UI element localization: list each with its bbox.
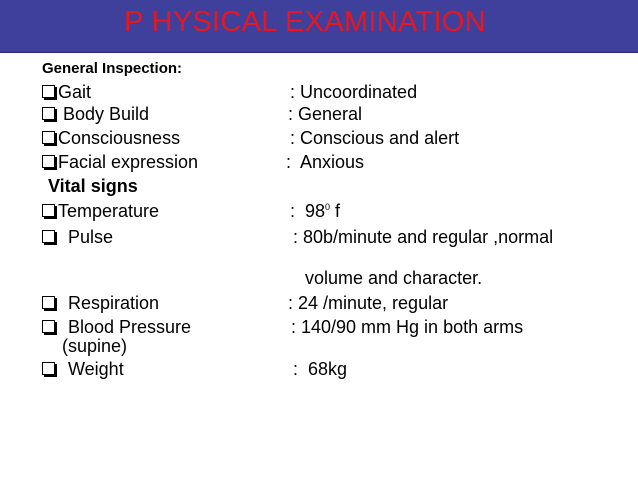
item-label: Consciousness	[58, 128, 181, 148]
item-value: : 68kg	[293, 359, 348, 379]
item-value-continuation: volume and character.	[305, 268, 483, 288]
item-label-continuation: (supine)	[62, 336, 128, 356]
checkbox-bullet-icon	[42, 320, 55, 333]
checkbox-bullet-icon	[42, 230, 55, 243]
item-value: : Conscious and alert	[290, 128, 460, 148]
checkbox-bullet-icon	[42, 85, 55, 98]
item-label: Facial expression	[58, 152, 199, 172]
checkbox-bullet-icon	[42, 296, 55, 309]
checkbox-bullet-icon	[42, 204, 55, 217]
item-value: : Uncoordinated	[290, 82, 418, 102]
degree-superscript: 0	[325, 202, 331, 212]
item-value: : 140/90 mm Hg in both arms	[291, 317, 524, 337]
checkbox-bullet-icon	[42, 155, 55, 168]
item-label: Body Build	[58, 104, 150, 124]
vital-signs-heading: Vital signs	[48, 176, 138, 196]
list-item	[42, 359, 124, 380]
list-item	[42, 104, 149, 125]
list-item	[42, 82, 91, 103]
list-item	[42, 201, 159, 222]
item-value: : Anxious	[286, 152, 365, 172]
list-item	[42, 317, 191, 338]
title-bar	[0, 0, 638, 53]
checkbox-bullet-icon	[42, 131, 55, 144]
checkbox-bullet-icon	[42, 107, 55, 120]
list-item	[42, 227, 113, 248]
item-label: Blood Pressure	[58, 317, 192, 337]
item-value	[290, 201, 340, 222]
list-item	[42, 293, 159, 314]
slide-title: P HYSICAL EXAMINATION	[124, 6, 486, 38]
temperature-unit: f	[330, 201, 341, 221]
item-value: : 24 /minute, regular	[288, 293, 449, 313]
temperature-value: : 98	[290, 201, 326, 221]
general-inspection-heading: General Inspection:	[42, 60, 183, 77]
item-label: Gait	[58, 82, 92, 102]
list-item	[42, 128, 180, 149]
item-label: Temperature	[58, 201, 160, 221]
item-value: : 80b/minute and regular ,normal	[293, 227, 554, 247]
checkbox-bullet-icon	[42, 362, 55, 375]
item-label: Respiration	[58, 293, 160, 313]
item-value: : General	[288, 104, 363, 124]
list-item	[42, 152, 198, 173]
item-label: Weight	[58, 359, 124, 379]
item-label: Pulse	[58, 227, 114, 247]
